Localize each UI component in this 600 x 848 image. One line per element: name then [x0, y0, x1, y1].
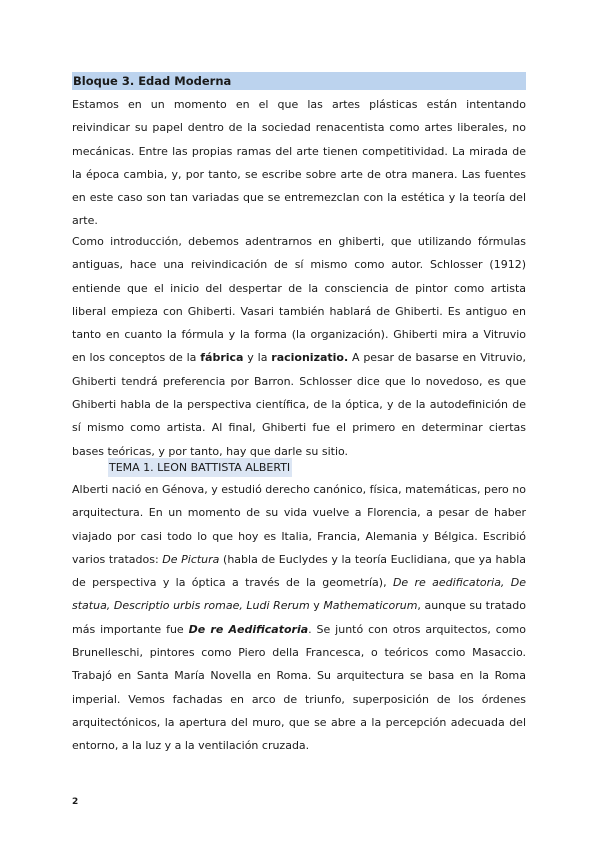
- paragraph-text: y la: [243, 351, 272, 365]
- paragraph-text: y: [309, 599, 324, 613]
- italic-titles-treatises: De re aedificatoria, De statua, Descriptio urbis romae, Ludi Rerum: [72, 576, 526, 613]
- italic-title-de-pictura: De Pictura: [162, 552, 220, 566]
- paragraph-text: A pesar de basarse en Vitruvio, Ghiberti tendrá preferencia por Barron. Schlosser dice que lo novedoso, es que Ghiberti habla de la perspectiva científica, de la óptica, y de la autodefinición de sí mismo como artista. Al final, Ghiberti fue el primero en determinar ciertas bases teóricas, y por tanto, hay que darle su sitio.: [72, 351, 527, 458]
- paragraph-text: , aunque su tratado más importante fue: [72, 599, 526, 636]
- paragraph-intro: Estamos en un momento en el que las artes plásticas están intentando reivindicar su papel dentro de la sociedad renacentista como artes liberales, no mecánicas. Entre las propias ramas del arte tienen competitividad. La mirada de la época cambia, y, por tanto, se escribe sobre arte de otra manera. Las fuentes en este caso son tan variadas que se entremezclan con la estética y la teoría del arte.: [72, 98, 526, 228]
- topic-heading: TEMA 1. LEON BATTISTA ALBERTI: [108, 458, 292, 477]
- paragraph-ghiberti: [72, 230, 526, 463]
- paragraph-text: . Se juntó con otros arquitectos, como Brunelleschi, pintores como Piero della Francesca, o teóricos como Masaccio. Trabajó en Santa María Novella en Roma. Su arquitectura se basa en la Roma imperial. Vemos fachadas en arco de triunfo, superposición de los órdenes arquitectónicos, la apertura del muro, que se abre a la percepción adecuada del entorno, a la luz y a la ventilación cruzada.: [72, 622, 526, 753]
- italic-title-mathematicorum: Mathematicorum: [323, 599, 418, 613]
- bold-italic-text: De re Aedificatoria: [188, 622, 309, 636]
- bold-italic-title-de-re-aedificatoria: [189, 623, 309, 636]
- paragraph-text: (habla de Euclydes y la teoría Euclidiana, que ya habla de perspectiva y la óptica a través de la geometría),: [72, 552, 526, 590]
- page-number: 2: [72, 797, 79, 807]
- section-heading: Bloque 3. Edad Moderna: [72, 72, 526, 90]
- paragraph-text: Alberti nació en Génova, y estudió derecho canónico, física, matemáticas, pero no arquitectura. En un momento de su vida vuelve a Florencia, a pesar de haber viajado por casi todo lo que hoy es Italia, Francia, Alemania y Bélgica. Escribió varios tratados:: [72, 483, 526, 566]
- bold-term-fabrica: fábrica: [200, 351, 244, 365]
- bold-term-racionizatio: racionizatio.: [271, 351, 349, 365]
- paragraph-alberti: [72, 478, 526, 758]
- paragraph-text: Como introducción, debemos adentrarnos en ghiberti, que utilizando fórmulas antiguas, hace una reivindicación de sí mismo como autor. Schlosser (1912) entiende que el inicio del despertar de la consciencia de pintor como artista liberal empieza con Ghiberti. Vasari también hablará de Ghiberti. Es antiguo en tanto en cuanto la fórmula y la forma (la organización). Ghiberti mira a Vitruvio en los conceptos de la: [72, 235, 526, 365]
